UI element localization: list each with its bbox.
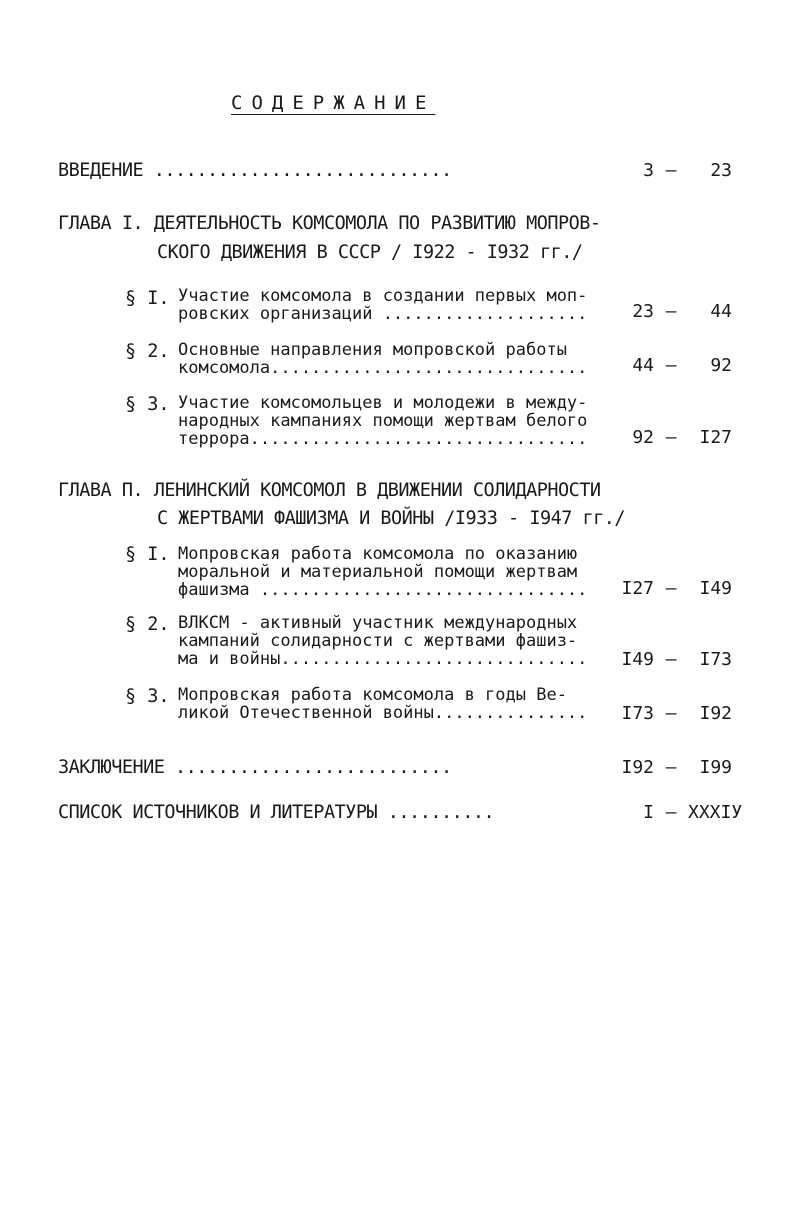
section-title-line: Мопровская работа комсомола по оказанию — [178, 544, 578, 564]
section-title-line: моральной и материальной помощи жертвам — [178, 562, 578, 582]
section-title-line: ВЛКСМ - активный участник международных — [178, 613, 578, 633]
sources-pages: I – XXXIУ — [608, 802, 742, 823]
conclusion-pages: I92 – I99 — [608, 757, 732, 778]
section-pages: I27 – I49 — [608, 578, 732, 599]
page-from: 44 — [632, 355, 654, 376]
section-pages: 92 – I27 — [608, 427, 732, 448]
intro-label: ВВЕДЕНИЕ — [58, 160, 144, 181]
section-title-line: Участие комсомольцев и молодежи в между- — [178, 393, 588, 413]
section-number: § 3. — [125, 686, 170, 707]
page-to: I73 — [699, 649, 732, 670]
page-to: 92 — [710, 355, 732, 376]
chapter1-title-line2: СКОГО ДВИЖЕНИЯ В СССР / I922 - I932 гг./ — [157, 242, 583, 263]
section-title-line: фашизма ................................ — [178, 580, 588, 600]
sources-page-to: XXXIУ — [688, 802, 743, 823]
chapter2-title-line2: С ЖЕРТВАМИ ФАШИЗМА И ВОЙНЫ /I933 - I947 гг./ — [157, 508, 626, 529]
page-from: 23 — [632, 301, 654, 322]
conclusion-page-from: I92 — [621, 757, 654, 778]
page-to: I49 — [699, 578, 732, 599]
page-title: СОДЕРЖАНИЕ — [231, 92, 436, 114]
conclusion-dots: .......................... — [175, 757, 452, 778]
section-title-line: народных кампаниях помощи жертвам белого — [178, 411, 588, 431]
section-number: § 3. — [125, 394, 170, 415]
toc-entry-conclusion — [58, 757, 452, 778]
intro-pages: 3 – 23 — [608, 160, 732, 181]
toc-entry-sources — [58, 802, 494, 823]
section-title-line: комсомола............................... — [178, 358, 588, 378]
section-title-line: Мопровская работа комсомола в годы Ве- — [178, 685, 567, 705]
sources-label: СПИСОК ИСТОЧНИКОВ И ЛИТЕРАТУРЫ — [58, 802, 378, 823]
page-from: I27 — [621, 578, 654, 599]
chapter2-title-line1: ГЛАВА П. ЛЕНИНСКИЙ КОМСОМОЛ В ДВИЖЕНИИ СОЛИДАРНОСТИ — [58, 480, 601, 501]
section-number: § I. — [125, 288, 170, 309]
section-pages: I49 – I73 — [608, 649, 732, 670]
section-number: § I. — [125, 544, 170, 565]
conclusion-label: ЗАКЛЮЧЕНИЕ — [58, 757, 165, 778]
section-title-line: ма и войны.............................. — [178, 649, 588, 669]
section-title-line: кампаний солидарности с жертвами фашиз- — [178, 631, 578, 651]
page-to: 44 — [710, 301, 732, 322]
section-title-line: ровских организаций .................... — [178, 304, 588, 324]
section-pages: I73 – I92 — [608, 703, 732, 724]
section-number: § 2. — [125, 341, 170, 362]
section-title-line: ликой Отечественной войны............... — [178, 703, 588, 723]
intro-page-from: 3 — [643, 160, 654, 181]
page-from: I73 — [621, 703, 654, 724]
toc-entry-intro — [58, 160, 452, 181]
sources-page-from: I — [643, 802, 654, 823]
page-from: 92 — [632, 427, 654, 448]
sources-dots: .......... — [387, 802, 495, 823]
section-pages: 44 – 92 — [608, 355, 732, 376]
conclusion-page-to: I99 — [699, 757, 732, 778]
page-to: I92 — [699, 703, 732, 724]
page-from: I49 — [621, 649, 654, 670]
intro-page-to: 23 — [710, 160, 732, 181]
section-pages: 23 – 44 — [608, 301, 732, 322]
section-title-line: Участие комсомола в создании первых моп- — [178, 286, 588, 306]
page-to: I27 — [699, 427, 732, 448]
chapter1-title-line1: ГЛАВА I. ДЕЯТЕЛЬНОСТЬ КОМСОМОЛА ПО РАЗВИТИЮ МОПРОВ- — [58, 213, 601, 234]
section-title-line: террора................................. — [178, 429, 588, 449]
intro-dots: ............................ — [153, 160, 452, 181]
section-number: § 2. — [125, 614, 170, 635]
section-title-line: Основные направления мопровской работы — [178, 340, 567, 360]
